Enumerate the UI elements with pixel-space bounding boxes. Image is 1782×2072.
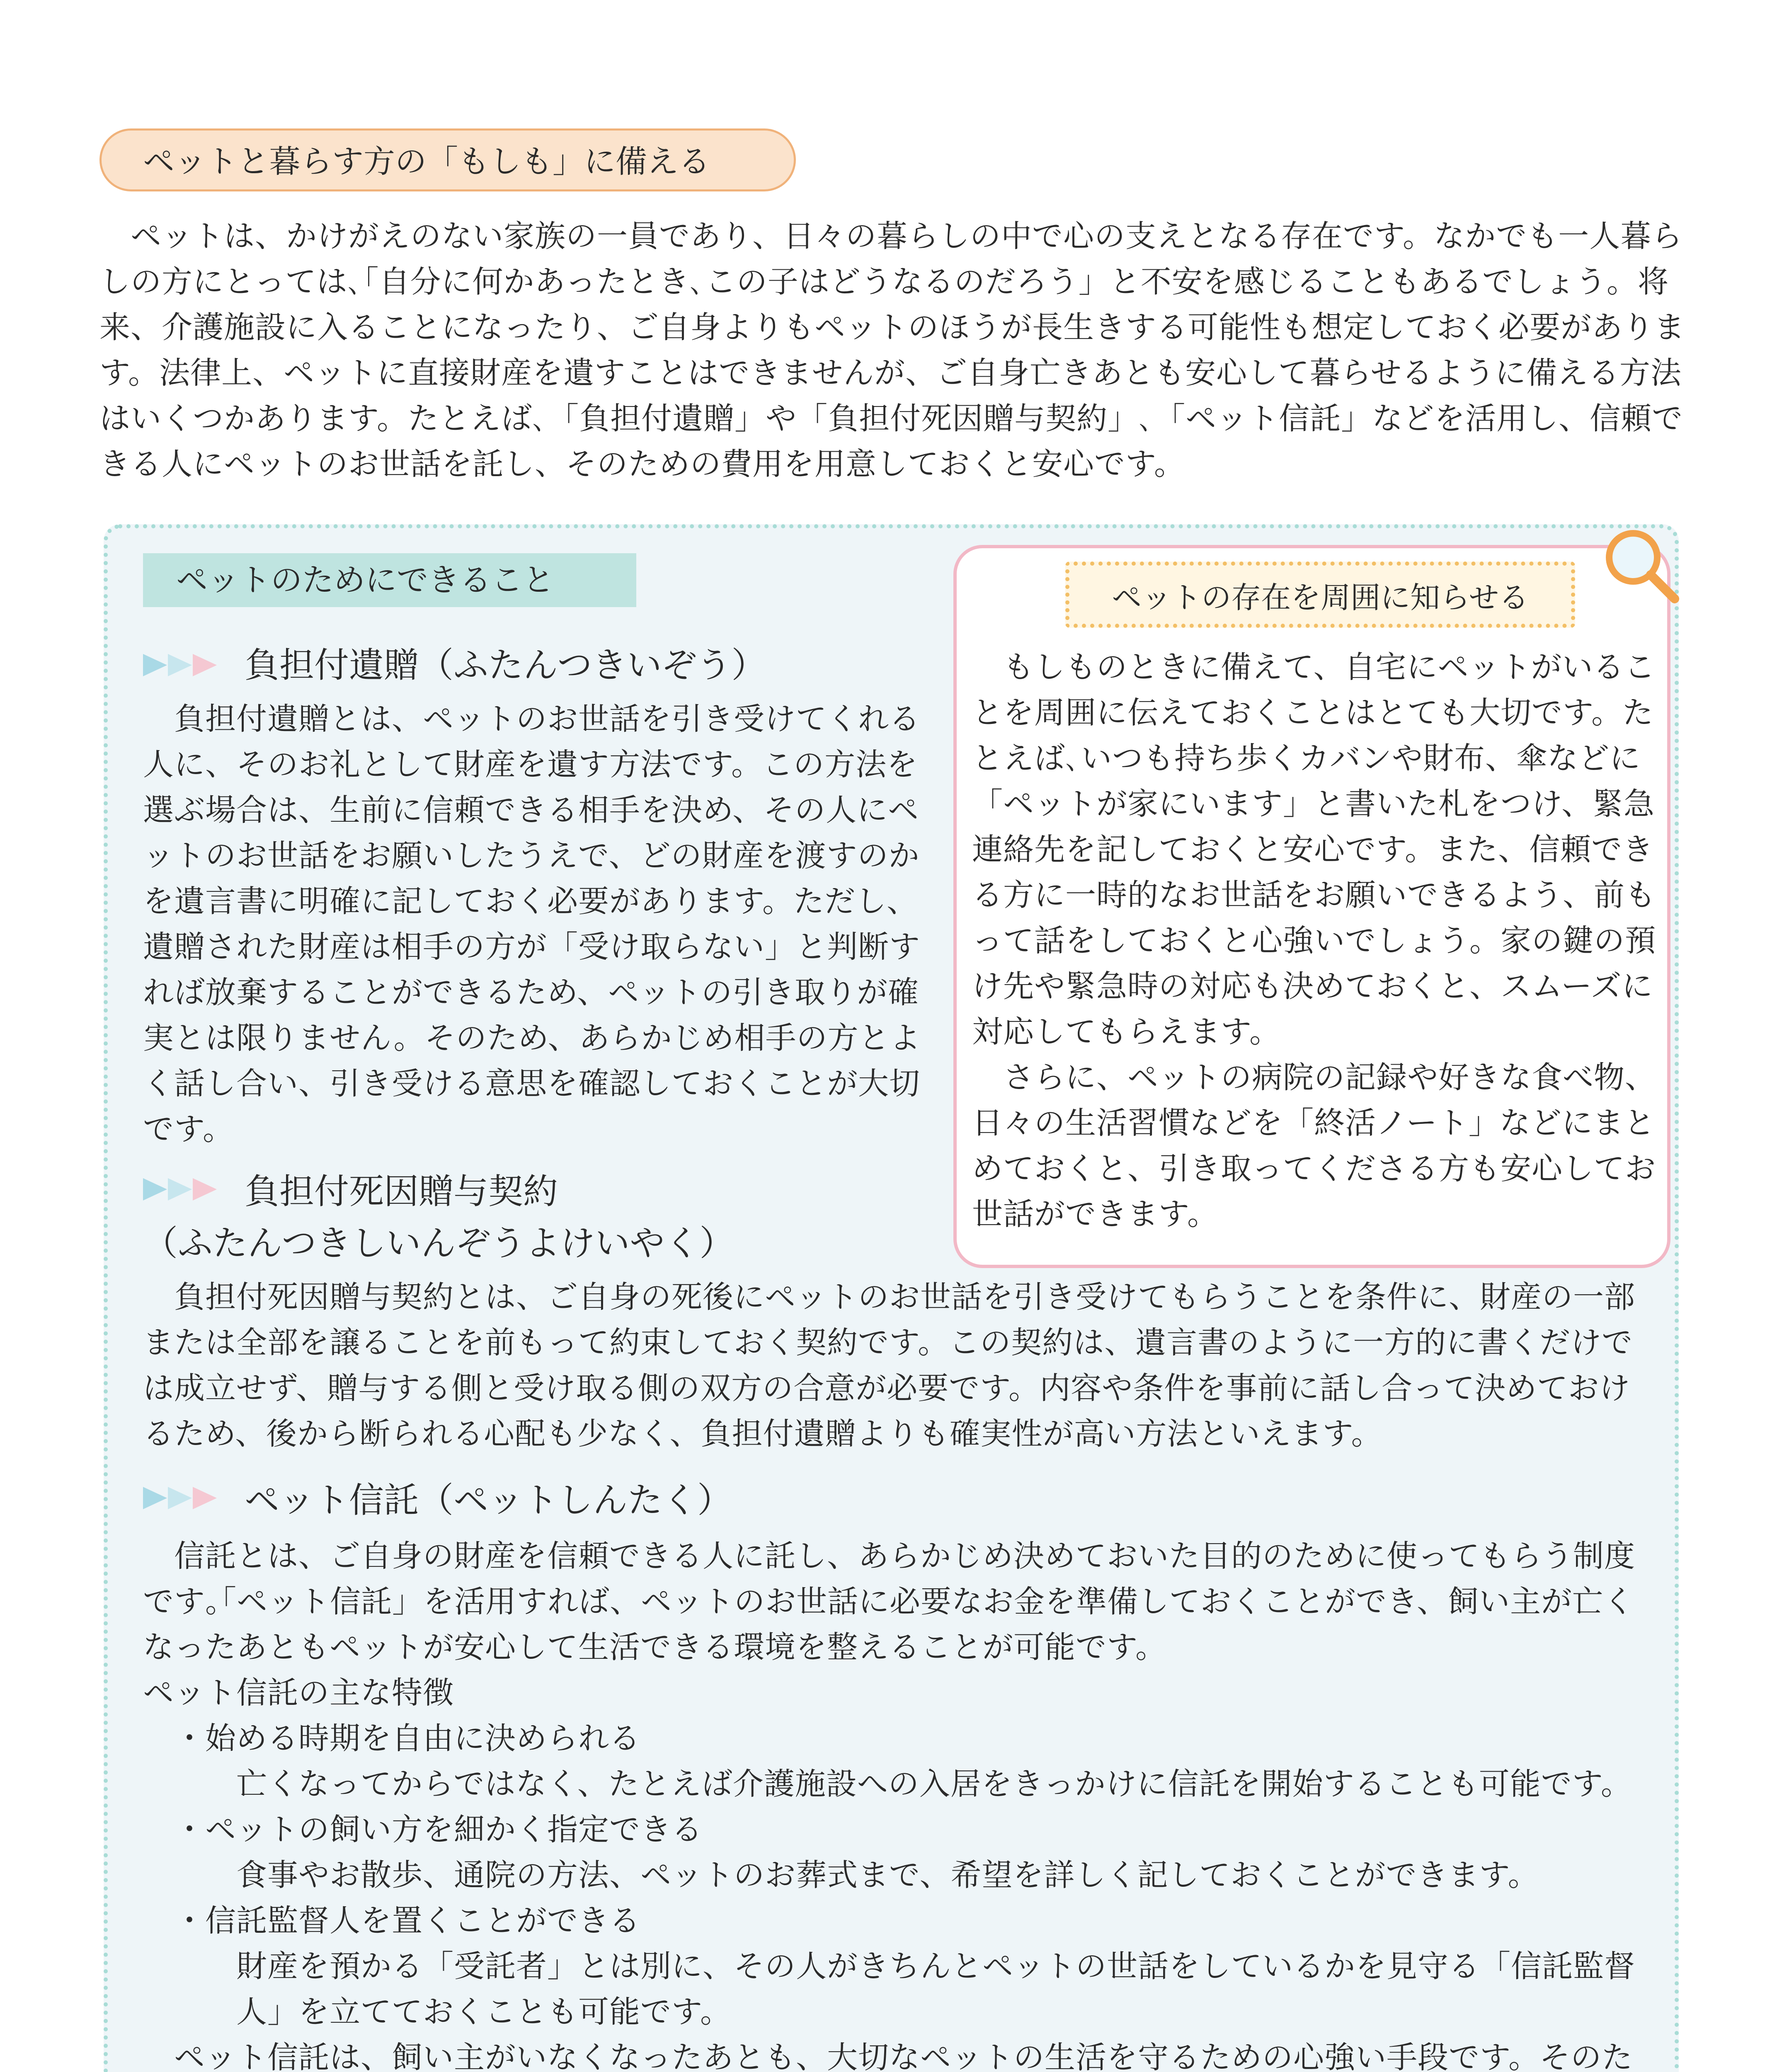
triangle-marker-icon <box>143 651 230 680</box>
feature-head: ・始める時期を自由に決められる <box>174 1721 640 1756</box>
section-body-shiin: 負担付死因贈与契約とは、ご自身の死後にペットのお世話を引き受けてもらうことを条件に、財産の一部または全部を譲ることを前もって約束しておく契約です。この契約は、遺言書のように一方的に書くだけでは成立せず、贈与する側と受け取る側の双方の合意が必要です。内容や条件を事前に話し合って決めておけるため、後から断られる心配も少なく、負担付遺贈よりも確実性が高い方法といえます。 <box>143 1279 1635 1452</box>
triangle-marker-icon <box>143 1484 230 1513</box>
triangle-marker-icon <box>143 1175 230 1204</box>
intro-paragraph: ペットは、かけがえのない家族の一員であり、日々の暮らしの中で心の支えとなる存在です。なかでも一人暮らしの方にとっては､｢自分に何かあったとき､この子はどうなるのだろう」と不安を感じることもあるでしょう。将来、介護施設に入ることになったり、ご自身よりもペットのほうが長生きする可能性も想定しておく必要があります。法律上、ペットに直接財産を遺すことはできませんが、ご自身亡きあとも安心して暮らせるように備える方法はいくつかあります。たとえば､「負担付遺贈」や「負担付死因贈与契約」､「ペット信託」などを活用し、信頼できる人にペットのお世話を託し、そのための費用を用意しておくと安心です。 <box>99 218 1685 482</box>
section-title-pill <box>99 128 796 191</box>
magnifier-icon <box>1600 524 1683 607</box>
trust-closing: ペット信託は、飼い主がいなくなったあとも、大切なペットの生活を守るための心強い手段です。そのた <box>174 2040 1633 2072</box>
section-title-izo: 負担付遺贈（ふたんつきいぞう） <box>245 645 766 685</box>
feature-head: ・ペットの飼い方を細かく指定できる <box>174 1812 703 1847</box>
subheading-box <box>143 553 636 607</box>
feature-desc: 財産を預かる「受託者」とは別に、その人がきちんとペットの世話をしているかを見守る「信託監督人」を立てておくことも可能です。 <box>236 1949 1635 2030</box>
section-title-trust: ペット信託（ペットしんたく） <box>245 1480 732 1520</box>
section-title-shiin: 負担付死因贈与契約 <box>245 1171 558 1212</box>
feature-head: ・信託監督人を置くことができる <box>174 1903 640 1939</box>
feature-desc: 亡くなってからではなく、たとえば介護施設への入居をきっかけに信託を開始することも可能です。 <box>236 1766 1632 1802</box>
section-body-trust: 信託とは、ご自身の財産を信頼できる人に託し、あらかじめ決めておいた目的のために使ってもらう制度です｡｢ペット信託」を活用すれば、ペットのお世話に必要なお金を準備しておくことができ、飼い主が亡くなったあともペットが安心して生活できる環境を整えることが可能です。 <box>143 1538 1635 1665</box>
info-card-label <box>1065 562 1575 628</box>
section-reading-shiin: （ふたんつきしいんぞうよけいやく） <box>143 1223 735 1264</box>
section-body-izo: 負担付遺贈とは、ペットのお世話を引き受けてくれる人に、そのお礼として財産を遺す方法です。この方法を選ぶ場合は、生前に信頼できる相手を決め、その人にペットのお世話をお願いしたうえで、どの財産を渡すのかを遺言書に明確に記しておく必要があります。ただし、遺贈された財産は相手の方が「受け取らない」と判断すれば放棄することができるため、ペットの引き取りが確実とは限りません。そのため、あらかじめ相手の方とよく話し合い、引き受ける意思を確認しておくことが大切です。 <box>143 701 921 1147</box>
page-title: ペットと暮らす方の「もしも」に備える <box>143 143 710 180</box>
features-title: ペット信託の主な特徴 <box>143 1675 454 1711</box>
feature-desc: 食事やお散歩、通院の方法、ペットのお葬式まで、希望を詳しく記しておくことができます。 <box>236 1857 1539 1893</box>
info-card-title: ペットの存在を周囲に知らせる <box>1112 580 1529 615</box>
info-card-body: もしものときに備えて、自宅にペットがいることを周囲に伝えておくことはとても大切です。たとえば､いつも持ち歩くカバンや財布、傘などに「ペットが家にいます」と書いた札をつけ、緊急連絡先を記しておくと安心です。また、信頼できる方に一時的なお世話をお願いできるよう、前もって話をしておくと心強いでしょう。家の鍵の預け先や緊急時の対応も決めておくと、スムーズに対応してもらえます。 さらに、ペットの病院の記録や好きな食べ物、日々の生活習慣などを「終活ノート」などにまとめておくと、引き取ってくださる方も安心してお世話ができます。 <box>972 649 1656 1232</box>
subheading: ペットのためにできること <box>176 562 554 598</box>
